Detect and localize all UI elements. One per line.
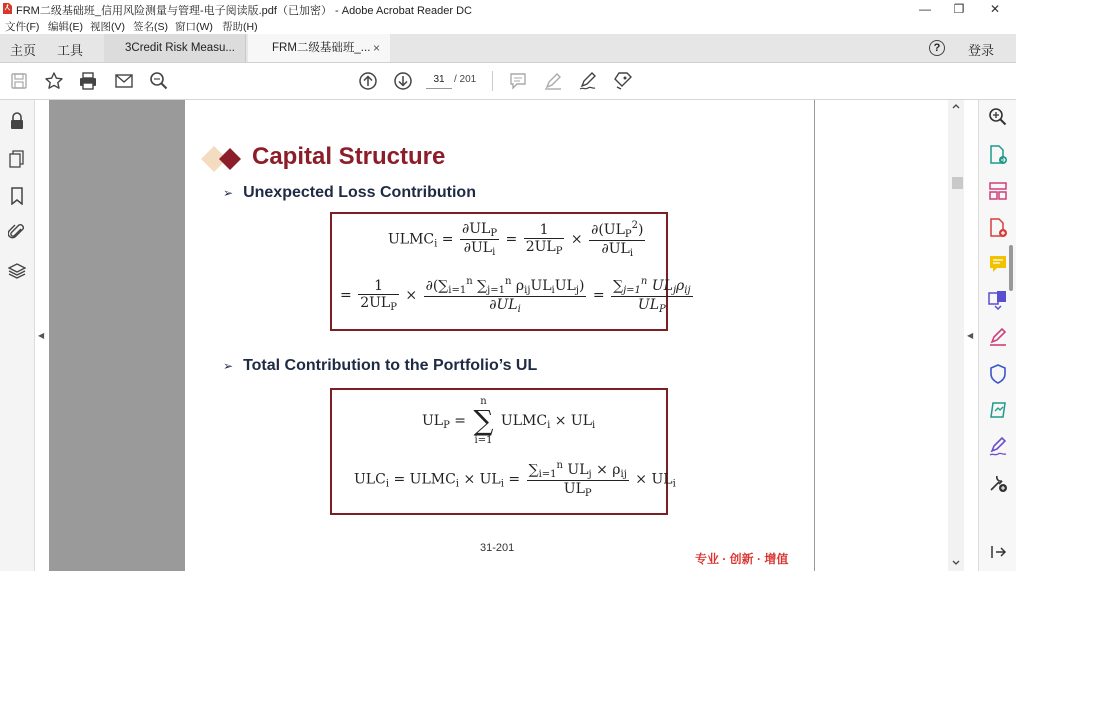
collapse-right-panel-icon[interactable]: ◀: [967, 331, 974, 340]
lock-icon[interactable]: [8, 112, 26, 130]
document-tab-active[interactable]: [248, 34, 390, 62]
bullet-arrow-icon: ➢: [223, 186, 234, 200]
print-icon[interactable]: [78, 71, 98, 91]
stamp-icon[interactable]: [613, 71, 633, 91]
page-down-icon[interactable]: [393, 71, 413, 91]
more-tools-icon[interactable]: [988, 473, 1008, 493]
toolbar: [0, 63, 1016, 100]
pdf-file-icon: [3, 3, 12, 14]
home-tab[interactable]: 主页: [10, 43, 37, 58]
pdf-page: [185, 100, 814, 571]
protect-icon[interactable]: [988, 364, 1008, 384]
equation-ulmc-line1: $ULMC_i$ = $\frac{\partial UL_P}{\partial UL_i}$ = $\frac{1}{2UL_P}$ × $\frac{\partial(UL_P^2)}{\partial UL_i}$: [388, 220, 644, 259]
document-viewport: [49, 100, 815, 571]
bullet-total-contribution: [223, 357, 537, 375]
scrollbar-thumb[interactable]: [952, 177, 963, 189]
edit-pdf-icon[interactable]: [988, 400, 1008, 420]
tab-bar: [0, 34, 1016, 63]
star-icon[interactable]: [44, 71, 64, 91]
title-bar: [0, 0, 1016, 18]
equation-box-ulp: [330, 388, 676, 515]
highlight-icon[interactable]: [543, 71, 563, 91]
export-pdf-icon[interactable]: [988, 145, 1008, 165]
slide-page-number: 31-201: [480, 542, 515, 554]
menu-window[interactable]: 窗口(W): [175, 21, 213, 33]
tools-tab[interactable]: 工具: [57, 43, 84, 58]
sign-tool-icon[interactable]: [988, 437, 1008, 457]
save-icon[interactable]: [9, 71, 29, 91]
scroll-up-icon[interactable]: [952, 102, 960, 110]
document-tab[interactable]: [104, 34, 246, 62]
menu-bar: [0, 18, 1016, 34]
equation-ulc: $ULC_i$ = $ULMC_i \times UL_i$ = $\frac{\sum_{i=1}^n UL_j \times \rho_{ij}}{UL_P}$ × $UL_i$: [354, 460, 676, 499]
toolbar-divider: [492, 71, 493, 91]
window-title: FRM二级基础班_信用风险测量与管理-电子阅读版.pdf（已加密） - Adobe Acrobat Reader DC: [16, 5, 472, 17]
create-pdf-icon[interactable]: [988, 218, 1008, 238]
page-total: / 201: [454, 74, 477, 85]
menu-help[interactable]: 帮助(H): [222, 21, 258, 33]
bullet-text: Total Contribution to the Portfolio’s UL: [243, 357, 538, 374]
left-nav-panel: [0, 100, 35, 571]
equation-ulp: $UL_P = n$ ∑ i=1 $ULMC_i \times UL_i$: [422, 396, 596, 446]
menu-sign[interactable]: 签名(S): [133, 21, 168, 33]
scroll-down-icon[interactable]: [952, 559, 960, 567]
page-number-input[interactable]: 31: [426, 72, 452, 89]
minimize-button[interactable]: —: [919, 2, 931, 16]
collapse-left-panel-icon[interactable]: ◀: [38, 331, 45, 340]
comment-tool-icon[interactable]: [988, 254, 1008, 274]
attachment-icon[interactable]: [8, 223, 26, 241]
restore-button[interactable]: ❐: [953, 2, 965, 16]
help-button[interactable]: ?: [929, 40, 945, 56]
slide-title: Capital Structure: [252, 143, 446, 170]
menu-file[interactable]: 文件(F): [5, 21, 40, 33]
close-tab-button[interactable]: ×: [372, 41, 380, 55]
vertical-scrollbar[interactable]: [948, 100, 964, 571]
expand-panel-icon[interactable]: [988, 542, 1008, 562]
organize-pages-icon[interactable]: [988, 181, 1008, 201]
close-window-button[interactable]: ✕: [989, 2, 1001, 16]
layers-icon[interactable]: [8, 262, 26, 280]
tab-label: 3Credit Risk Measu...: [125, 42, 235, 54]
zoom-search-icon[interactable]: [149, 71, 169, 91]
fill-sign-icon[interactable]: [988, 327, 1008, 347]
menu-edit[interactable]: 编辑(E): [48, 21, 83, 33]
comment-icon[interactable]: [508, 71, 528, 91]
pages-icon[interactable]: [8, 150, 26, 168]
title-diamond-icon: [199, 144, 245, 174]
mail-icon[interactable]: [114, 71, 134, 91]
bullet-arrow-icon: ➢: [223, 359, 234, 373]
right-tools-panel: [978, 100, 1016, 571]
footer-slogan: 专业 · 创新 · 增值: [695, 552, 789, 566]
zoom-tool-icon[interactable]: [988, 107, 1008, 127]
equation-box-ulmc: [330, 212, 691, 331]
bullet-ul-contribution: [223, 184, 476, 202]
bookmark-icon[interactable]: [8, 187, 26, 205]
combine-files-icon[interactable]: [988, 290, 1008, 310]
page-up-icon[interactable]: [358, 71, 378, 91]
sign-icon[interactable]: [578, 71, 598, 91]
tools-panel-scrollbar[interactable]: [1009, 245, 1013, 291]
bullet-text: Unexpected Loss Contribution: [243, 184, 476, 201]
login-button[interactable]: 登录: [968, 43, 995, 58]
menu-view[interactable]: 视图(V): [90, 21, 125, 33]
tab-label: FRM二级基础班_...: [272, 42, 371, 54]
equation-ulmc-line2: = $\frac{1}{2UL_P}$ × $\frac{\partial(\sum_{i=1}^n \sum_{j=1}^n \rho_{ij}UL_iUL_j)}{\partial UL_i}$ = $\frac{\sum_{j=1}^n UL_j\rho_{ij}}{UL_P}$: [340, 276, 691, 315]
